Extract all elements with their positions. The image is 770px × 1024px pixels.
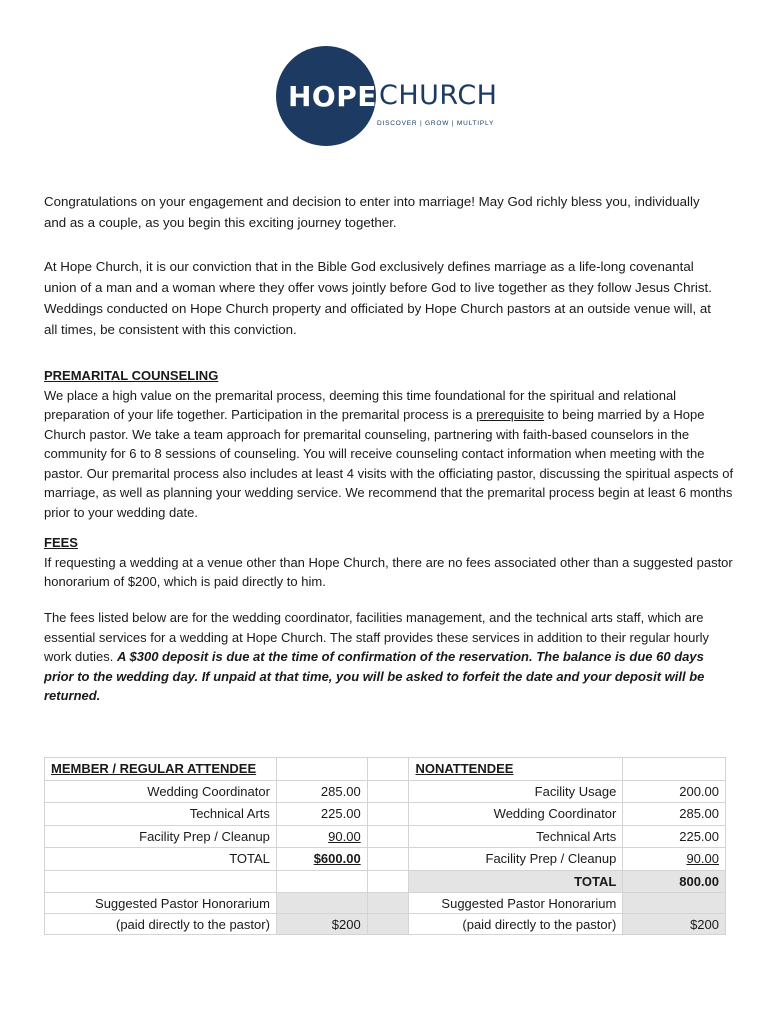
non-honorarium-label: Suggested Pastor Honorarium	[409, 893, 623, 914]
member-value: 285.00	[276, 780, 367, 803]
member-honorarium-label: Suggested Pastor Honorarium	[45, 893, 277, 914]
fees-heading: FEES	[44, 535, 78, 550]
fees-paragraph-2-text: The fees listed below are for the wedding coordinator, facilities management, and the technical arts staff, which are essential services for a wedding at Hope Church. The staff provides these services in addition to their regular hourly work duties.	[44, 610, 710, 664]
member-header: MEMBER / REGULAR ATTENDEE	[45, 758, 277, 781]
non-value: 285.00	[623, 803, 726, 826]
fees-table	[44, 757, 726, 935]
member-value	[276, 825, 367, 848]
member-total-underlined: $600.00	[313, 851, 361, 867]
non-label: Facility Usage	[409, 780, 623, 803]
non-total-value: 800.00	[623, 870, 726, 893]
member-total-value	[276, 848, 367, 871]
member-label: Wedding Coordinator	[45, 780, 277, 803]
non-label: Facility Prep / Cleanup	[409, 848, 623, 871]
member-honorarium-value: $200	[276, 914, 367, 935]
fees-paragraph-2	[44, 608, 734, 706]
non-honorarium-note: (paid directly to the pastor)	[409, 914, 623, 935]
non-total-label: TOTAL	[409, 870, 623, 893]
member-value: 225.00	[276, 803, 367, 826]
honorarium-row-1	[45, 893, 726, 914]
table-row	[45, 848, 726, 871]
non-value: 225.00	[623, 825, 726, 848]
table-row	[45, 803, 726, 826]
intro-paragraph-2: At Hope Church, it is our conviction that in the Bible God exclusively defines marriage as a life-long covenantal union of a man and a woman where they offer vows jointly before God to live together as they follow Jesus Christ. Weddings conducted on Hope Church property and officiated by Hope Church pastors at an outside venue will, at all times, be consistent with this conviction.	[44, 259, 712, 337]
table-row	[45, 825, 726, 848]
deposit-terms: A $300 deposit is due at the time of confirmation of the reservation. The balance is due 60 days prior to the wedding day. If unpaid at that time, you will be asked to forfeit the date and your deposit will be returned.	[44, 649, 705, 703]
non-label: Wedding Coordinator	[409, 803, 623, 826]
member-honorarium-note: (paid directly to the pastor)	[45, 914, 277, 935]
fees-section	[44, 533, 734, 592]
premarital-section	[44, 366, 734, 522]
non-value	[623, 848, 726, 871]
prerequisite-word: prerequisite	[476, 407, 545, 422]
non-value-underlined: 90.00	[686, 851, 719, 867]
member-total-label: TOTAL	[45, 848, 277, 871]
member-value-underlined: 90.00	[328, 828, 361, 844]
table-header-row	[45, 758, 726, 781]
premarital-text-after: to being married by a Hope Church pastor. We take a team approach for premarital counseling, partnering with faith-based counselors in the community for 6 to 8 sessions of counseling. You will receive counseling contact information when meeting with the pastor. Our premarital process also includes at least 4 visits with the officiating pastor, discussing the spiritual aspects of marriage, as well as planning your wedding service. We recommend that the premarital process begin at least 6 months prior to your wedding date.	[44, 407, 734, 520]
member-label: Facility Prep / Cleanup	[45, 825, 277, 848]
non-honorarium-value: $200	[623, 914, 726, 935]
premarital-text-before: We place a high value on the premarital process, deeming this time foundational for the spiritual and relational preparation of your life together. Participation in the premarital process is a	[44, 387, 677, 422]
non-label: Technical Arts	[409, 825, 623, 848]
premarital-paragraph	[44, 386, 734, 523]
nonattendee-header: NONATTENDEE	[409, 758, 623, 781]
intro-paragraph-1: Congratulations on your engagement and decision to enter into marriage! May God richly bless you, individually and as a couple, as you begin this exciting journey together.	[44, 194, 700, 230]
hope-church-logo	[276, 44, 506, 148]
premarital-heading: PREMARITAL COUNSELING	[44, 368, 219, 383]
member-label: Technical Arts	[45, 803, 277, 826]
non-value: 200.00	[623, 780, 726, 803]
logo-church-text: CHURCH	[379, 80, 498, 111]
logo-tagline: DISCOVER | GROW | MULTIPLY	[377, 120, 495, 127]
table-row	[45, 780, 726, 803]
honorarium-row-2	[45, 914, 726, 935]
table-row	[45, 870, 726, 893]
fees-paragraph-1: If requesting a wedding at a venue other than Hope Church, there are no fees associated other than a suggested pastor honorarium of $200, which is paid directly to him.	[44, 554, 733, 589]
logo-hope-text: HOPE	[288, 80, 377, 113]
